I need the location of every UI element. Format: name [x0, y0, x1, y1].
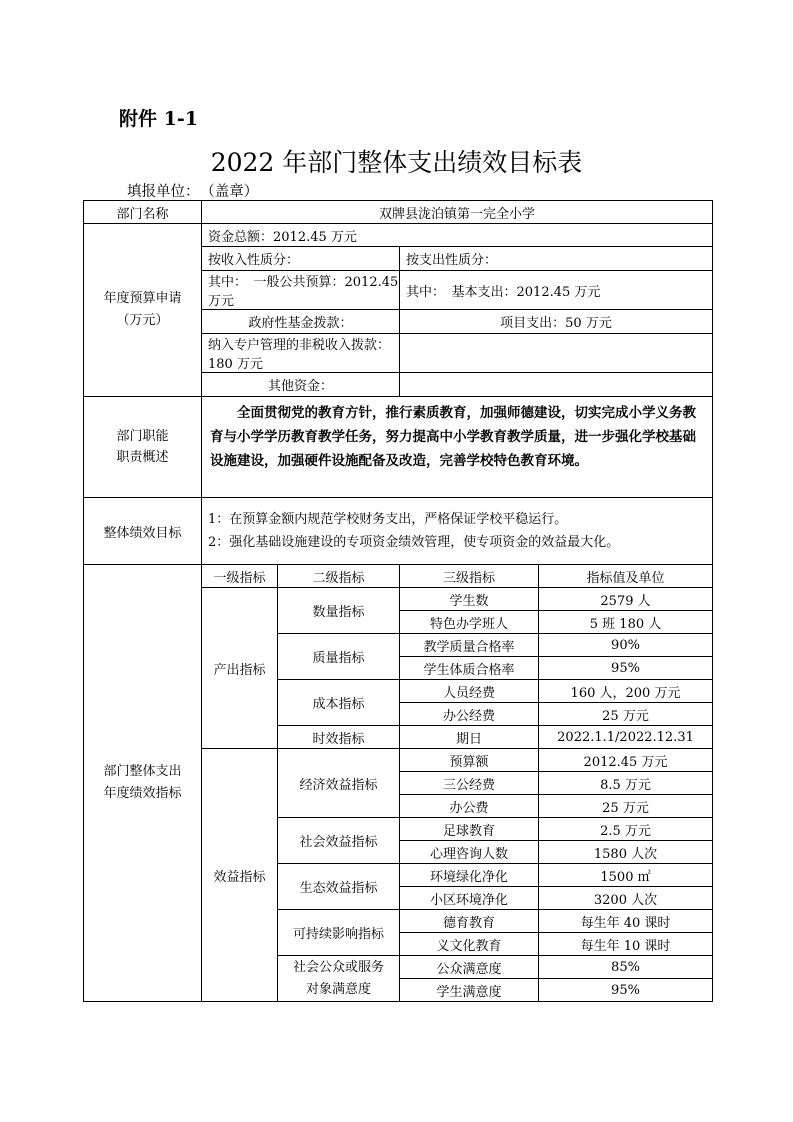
duty-label [84, 397, 202, 498]
header-level1: 一级指标 [202, 565, 278, 588]
indicator-name: 学生满意度 [400, 979, 539, 1002]
indicator-name: 教学质量合格率 [400, 634, 539, 657]
indicator-name: 学生数 [400, 588, 539, 611]
fill-unit [127, 180, 258, 201]
budget-total: 资金总额：2012.45 万元 [202, 224, 713, 247]
indicator-value: 8.5 万元 [539, 772, 713, 795]
dept-value: 双牌县泷泊镇第一完全小学 [202, 201, 713, 224]
indicator-name: 德育教育 [400, 910, 539, 933]
duty-text: 全面贯彻党的教育方针，推行素质教育，加强师德建设，切实完成小学义务教育与小学学历教育教学任务，努力提高中小学教育教学质量，进一步强化学校基础设施建设，加强硬件设施配备及改造，完善学校特色教育环境。 [202, 397, 713, 498]
indicator-name: 环境绿化净化 [400, 864, 539, 887]
indicator-value: 25 万元 [539, 795, 713, 818]
indicator-name: 小区环境净化 [400, 887, 539, 910]
expense-basic: 其中： 基本支出：2012.45 万元 [400, 271, 713, 310]
indicator-value: 2579 人 [539, 588, 713, 611]
indicator-value: 2012.45 万元 [539, 749, 713, 772]
sustainable-label: 可持续影响指标 [278, 910, 400, 956]
quality-label: 质量指标 [278, 634, 400, 680]
expense-empty-cell-2 [400, 373, 713, 397]
indicator-name: 预算额 [400, 749, 539, 772]
expense-empty-cell [400, 334, 713, 373]
indicator-name: 足球教育 [400, 818, 539, 841]
indicator-name: 办公经费 [400, 703, 539, 726]
indicator-value: 95% [539, 979, 713, 1002]
indicators-label-line1: 部门整体支出 [103, 764, 182, 779]
indicator-value: 95% [539, 657, 713, 680]
goal-text [202, 498, 713, 565]
income-nontax: 纳入专户管理的非税收入拨款：180 万元 [202, 334, 400, 373]
satisfaction-label-line2: 对象满意度 [305, 981, 371, 997]
indicator-value: 5 班 180 人 [539, 611, 713, 634]
ecological-label: 生态效益指标 [278, 864, 400, 910]
indicators-label-line2: 年度绩效指标 [103, 786, 182, 801]
indicator-value: 90% [539, 634, 713, 657]
indicator-value: 3200 人次 [539, 887, 713, 910]
indicator-value: 160 人，200 万元 [539, 680, 713, 703]
goal-item-2: 2：强化基础设施建设的专项资金绩效管理，使专项资金的效益最大化。 [208, 535, 620, 550]
indicator-value: 2022.1.1/2022.12.31 [539, 726, 713, 749]
indicator-value: 1580 人次 [539, 841, 713, 864]
duty-label-line1: 部门职能 [116, 429, 169, 444]
indicator-name: 公众满意度 [400, 956, 539, 979]
budget-label [84, 224, 202, 397]
satisfaction-label [278, 956, 400, 1002]
indicator-value: 每生年 10 课时 [539, 933, 713, 956]
indicator-name: 办公费 [400, 795, 539, 818]
indicator-name: 期日 [400, 726, 539, 749]
social-label: 社会效益指标 [278, 818, 400, 864]
indicator-value: 1500 ㎡ [539, 864, 713, 887]
expense-header: 按支出性质分： [400, 247, 713, 271]
income-general: 其中： 一般公共预算：2012.45 万元 [202, 271, 400, 310]
indicator-name: 特色办学班人 [400, 611, 539, 634]
income-gov-fund: 政府性基金拨款： [202, 310, 400, 334]
expense-project: 项目支出：50 万元 [400, 310, 713, 334]
attachment-label: 附件 1-1 [119, 108, 198, 130]
header-value: 指标值及单位 [539, 565, 713, 588]
indicator-name: 义文化教育 [400, 933, 539, 956]
budget-label-line1: 年度预算申请 [103, 291, 182, 306]
economic-label: 经济效益指标 [278, 749, 400, 818]
satisfaction-label-line1: 社会公众或服务 [292, 959, 384, 975]
dept-row [84, 201, 713, 224]
goal-item-1: 1：在预算金额内规范学校财务支出，严格保证学校平稳运行。 [208, 512, 568, 527]
indicators-label [84, 565, 202, 1002]
indicator-value: 每生年 40 课时 [539, 910, 713, 933]
seal-label: （盖章） [207, 184, 259, 200]
duty-label-line2: 职责概述 [116, 450, 169, 465]
indicator-name: 人员经费 [400, 680, 539, 703]
page-title: 2022 年部门整体支出绩效目标表 [210, 148, 583, 177]
benefit-label: 效益指标 [202, 749, 278, 1002]
timeliness-label: 时效指标 [278, 726, 400, 749]
output-label: 产出指标 [202, 588, 278, 749]
indicator-value: 25 万元 [539, 703, 713, 726]
indicator-name: 学生体质合格率 [400, 657, 539, 680]
dept-label: 部门名称 [84, 201, 202, 224]
indicator-value: 85% [539, 956, 713, 979]
header-level2: 二级指标 [278, 565, 400, 588]
quantity-label: 数量指标 [278, 588, 400, 634]
performance-table [83, 200, 713, 1002]
header-level3: 三级指标 [400, 565, 539, 588]
cost-label: 成本指标 [278, 680, 400, 726]
indicator-name: 三公经费 [400, 772, 539, 795]
income-header: 按收入性质分： [202, 247, 400, 271]
indicator-name: 心理咨询人数 [400, 841, 539, 864]
indicator-value: 2.5 万元 [539, 818, 713, 841]
fill-unit-label: 填报单位： [127, 184, 200, 200]
income-other: 其他资金： [202, 373, 400, 397]
budget-label-line2: （万元） [116, 313, 169, 328]
goal-label: 整体绩效目标 [84, 498, 202, 565]
